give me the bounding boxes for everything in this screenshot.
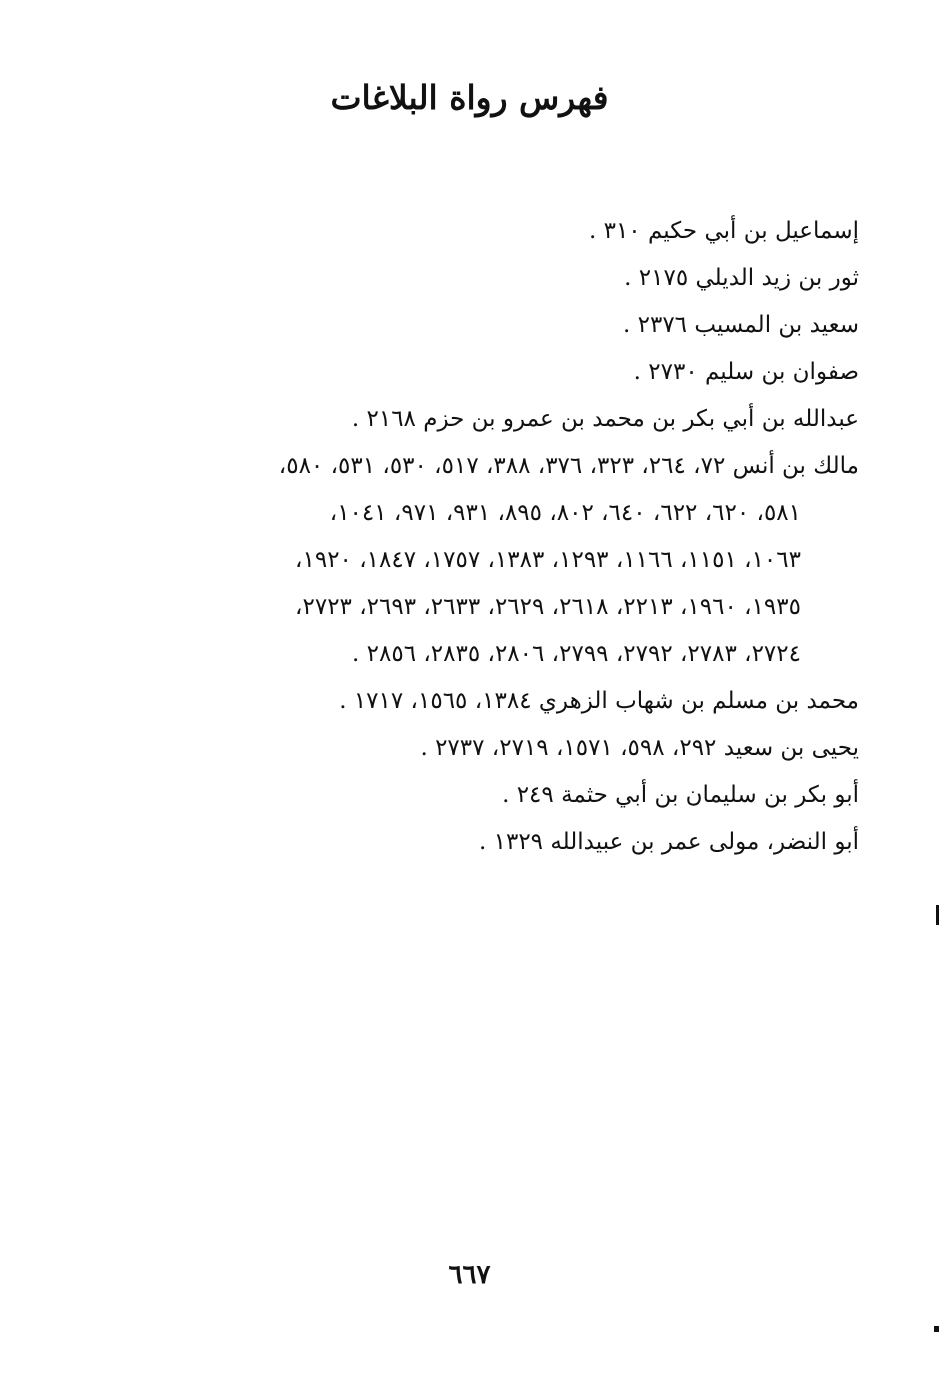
narrators-index-list [134,208,859,866]
index-entry-continuation: ٥٨١، ٦٢٠، ٦٢٢، ٦٤٠، ٨٠٢، ٨٩٥، ٩٣١، ٩٧١، ١٠٤١، [329,500,801,526]
index-entry-continuation: ١٩٣٥، ١٩٦٠، ٢٢١٣، ٢٦١٨، ٢٦٢٩، ٢٦٣٣، ٢٦٩٣، ٢٧٢٣، [295,594,801,620]
index-entry: سعيد بن المسيب ٢٣٧٦ . [622,312,859,338]
index-entry: إسماعيل بن أبي حكيم ٣١٠ . [588,218,859,244]
index-entry: أبو بكر بن سليمان بن أبي حثمة ٢٤٩ . [502,782,859,808]
index-entry: أبو النضر، مولى عمر بن عبيدالله ١٣٢٩ . [478,829,859,855]
index-entry-continuation: ٢٧٢٤، ٢٧٨٣، ٢٧٩٢، ٢٧٩٩، ٢٨٠٦، ٢٨٣٥، ٢٨٥٦ . [352,641,801,667]
index-entry-continuation: ١٠٦٣، ١١٥١، ١١٦٦، ١٢٩٣، ١٣٨٣، ١٧٥٧، ١٨٤٧، ١٩٢٠، [295,547,801,573]
scan-edge-mark [934,1326,939,1332]
index-entry: محمد بن مسلم بن شهاب الزهري ١٣٨٤، ١٥٦٥، ١٧١٧ . [339,688,859,714]
index-entry: مالك بن أنس ٧٢، ٢٦٤، ٣٢٣، ٣٧٦، ٣٨٨، ٥١٧، ٥٣٠، ٥٣١، ٥٨٠، [278,453,859,479]
index-entry: يحيى بن سعيد ٢٩٢، ٥٩٨، ١٥٧١، ٢٧١٩، ٢٧٣٧ . [420,735,859,761]
index-entry: ثور بن زيد الديلي ٢١٧٥ . [624,265,859,291]
page-title: فهرس رواة البلاغات [330,78,609,117]
index-entry: عبدالله بن أبي بكر بن محمد بن عمرو بن حزم ٢١٦٨ . [351,406,859,432]
index-entry: صفوان بن سليم ٢٧٣٠ . [633,359,859,385]
page-number: ٦٦٧ [448,1260,491,1290]
